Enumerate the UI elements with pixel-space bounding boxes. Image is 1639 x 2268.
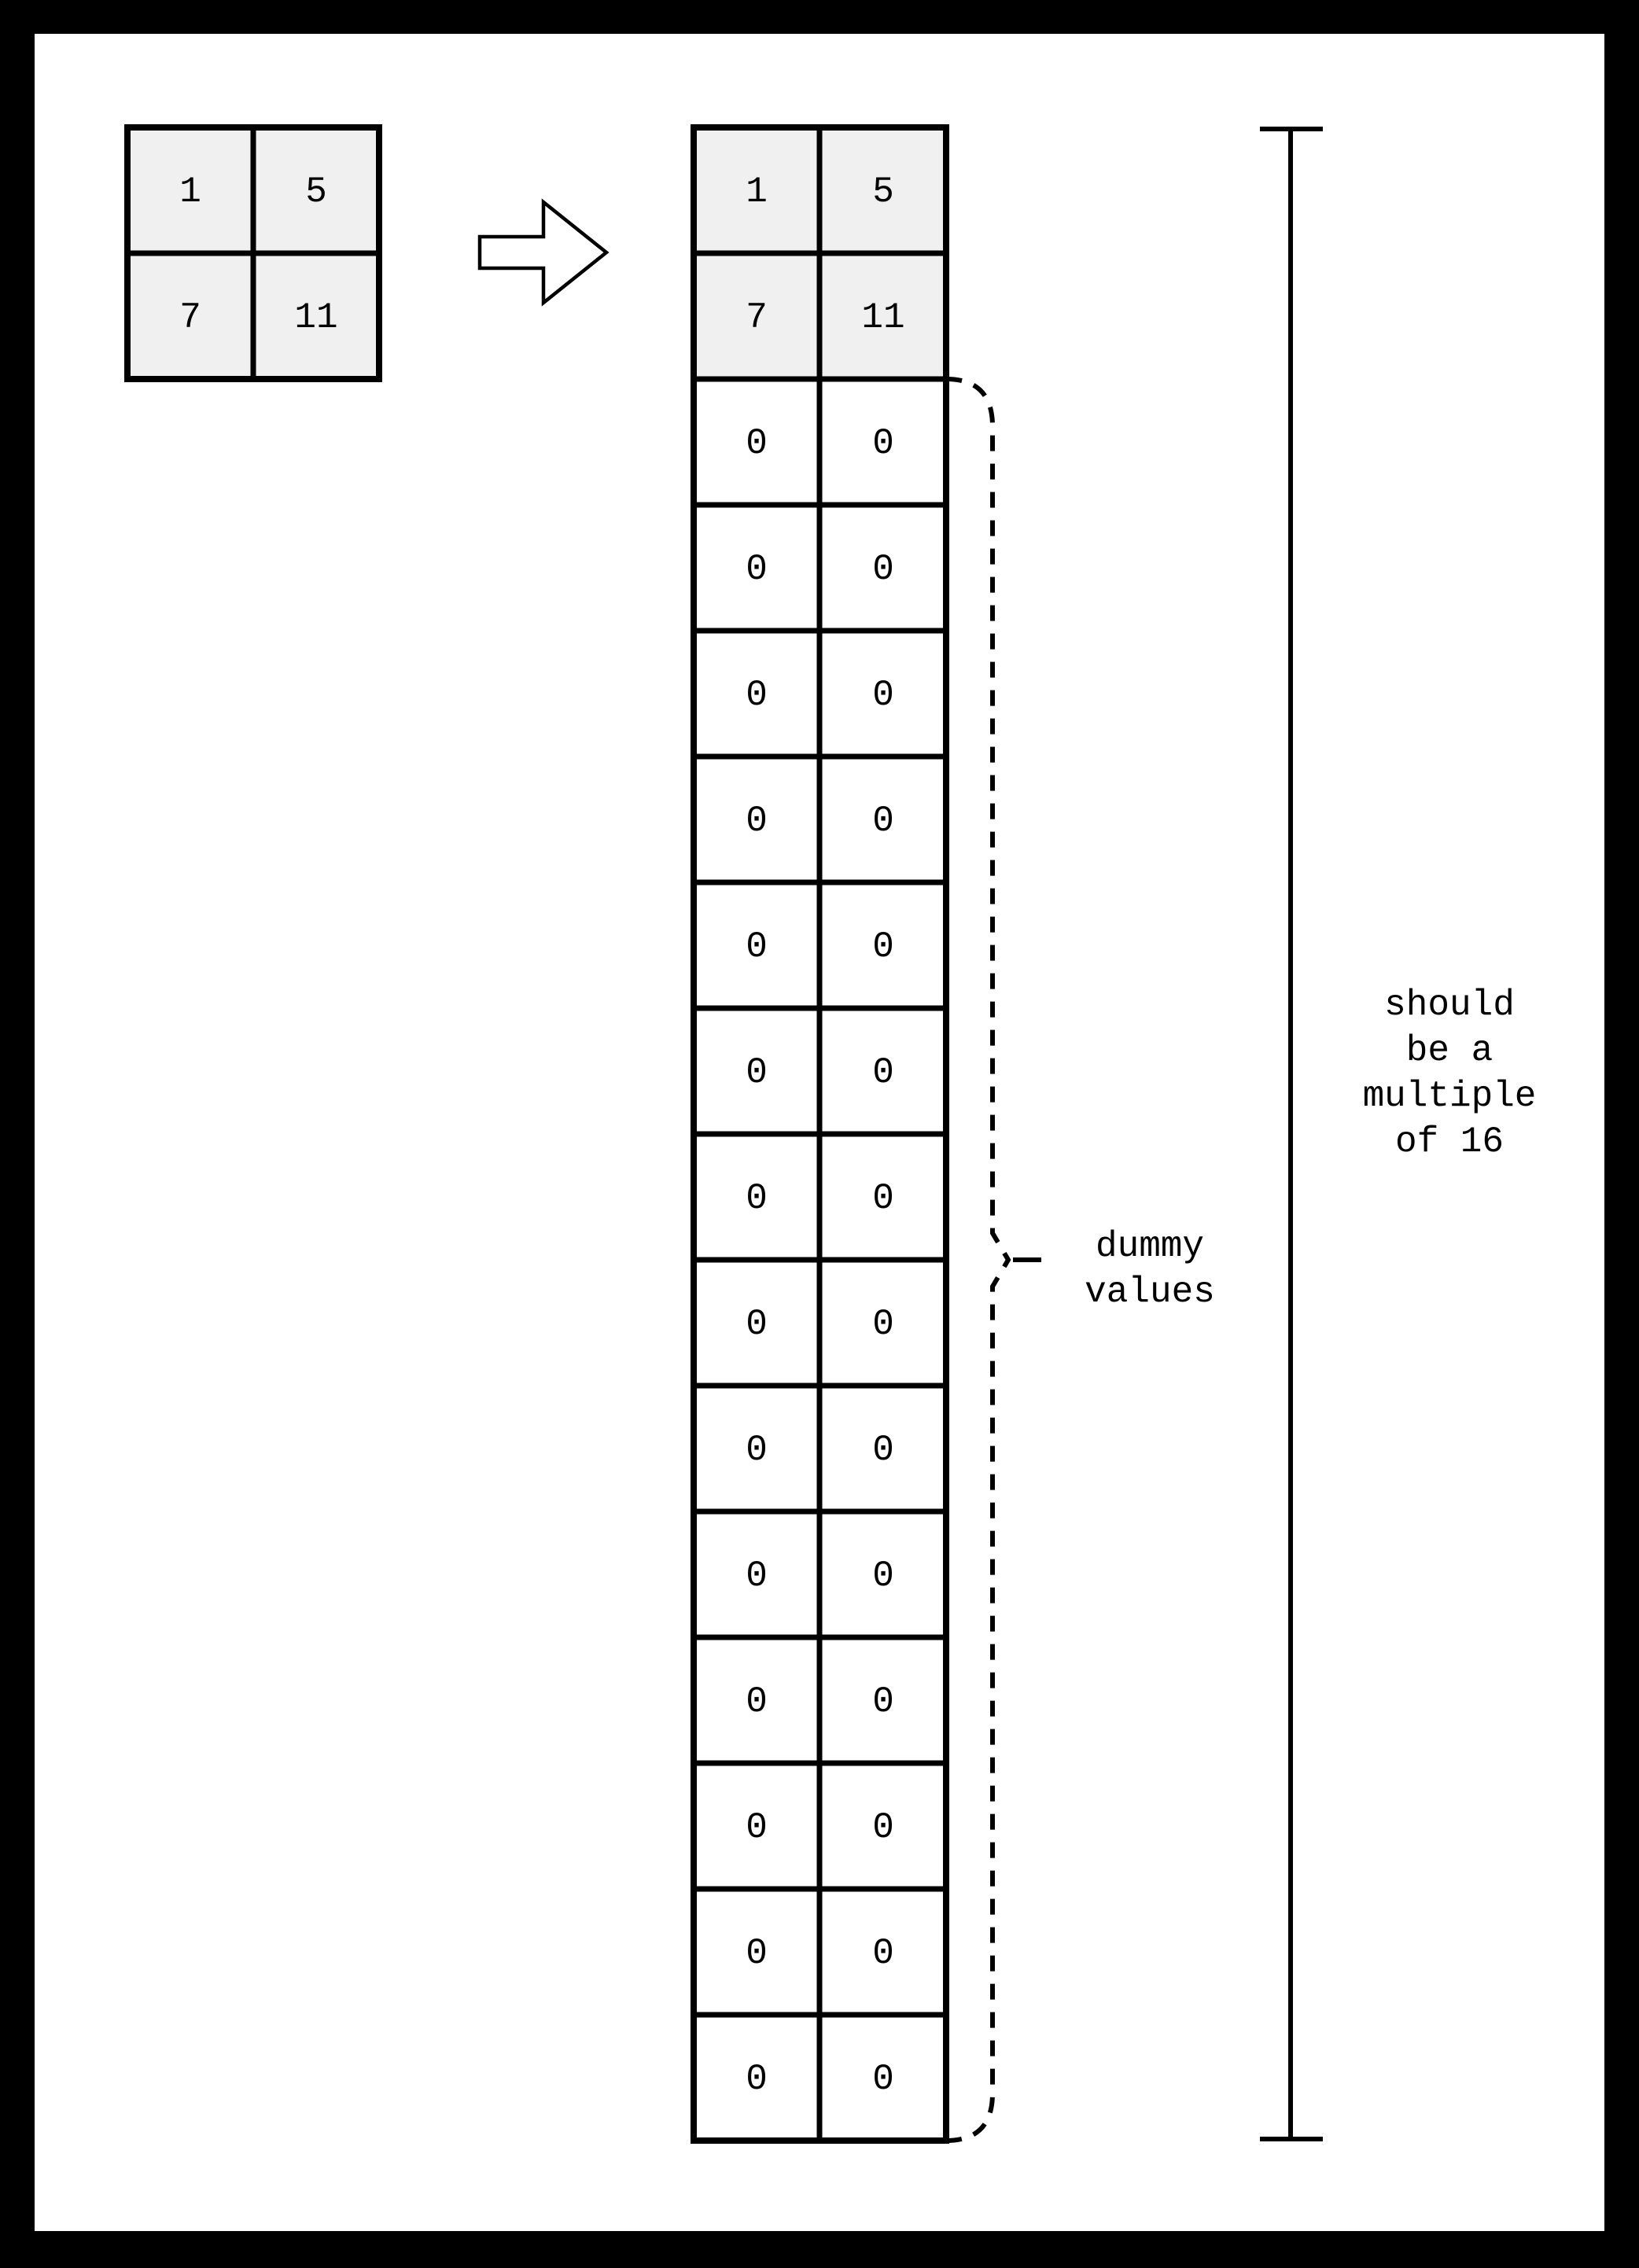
- note-line: should: [1384, 985, 1515, 1025]
- source-cell-value: 11: [294, 297, 338, 338]
- padded-cell-value: 0: [746, 1430, 768, 1471]
- padded-cell-value: 5: [872, 171, 894, 212]
- source-cell-value: 1: [179, 171, 201, 212]
- padded-cell-value: 0: [746, 1807, 768, 1848]
- note-line: of 16: [1394, 1121, 1505, 1162]
- padded-cell-value: 0: [872, 1933, 894, 1974]
- padded-cell-value: 0: [872, 926, 894, 967]
- padded-cell-value: 0: [746, 423, 768, 464]
- padded-cell-value: 0: [746, 549, 768, 590]
- padded-cell-value: 0: [746, 2059, 768, 2100]
- padded-cell-value: 0: [872, 1681, 894, 1722]
- padded-cell-value: 0: [872, 1052, 894, 1093]
- padded-cell-value: 0: [746, 1681, 768, 1722]
- source-cell-value: 5: [305, 171, 327, 212]
- padded-cell-value: 0: [872, 2059, 894, 2100]
- note-line: be a: [1405, 1030, 1494, 1071]
- padded-cell-value: 0: [746, 675, 768, 716]
- padded-matrix: [694, 127, 946, 2141]
- padded-cell-value: 0: [746, 1052, 768, 1093]
- padded-cell-value: 0: [872, 1304, 894, 1345]
- padded-cell-value: 0: [746, 926, 768, 967]
- padded-cell-value: 11: [861, 297, 905, 338]
- padded-cell-value: 0: [872, 1178, 894, 1219]
- padded-cell-value: 0: [872, 801, 894, 841]
- source-matrix: [127, 127, 379, 379]
- note-line: multiple: [1362, 1076, 1537, 1117]
- dummy-label-line: dummy: [1095, 1226, 1205, 1267]
- padded-cell-value: 0: [872, 549, 894, 590]
- padded-cell-value: 0: [872, 423, 894, 464]
- padded-cell-value: 1: [746, 171, 768, 212]
- padded-cell-value: 0: [872, 1807, 894, 1848]
- padded-cell-value: 0: [872, 675, 894, 716]
- padded-cell-value: 0: [746, 1178, 768, 1219]
- padded-cell-value: 0: [872, 1556, 894, 1596]
- source-cell-value: 7: [179, 297, 201, 338]
- padded-cell-value: 0: [746, 1933, 768, 1974]
- padded-cell-value: 0: [746, 1556, 768, 1596]
- dummy-label-line: values: [1085, 1272, 1215, 1313]
- padded-cell-value: 0: [746, 1304, 768, 1345]
- padded-cell-value: 7: [746, 297, 768, 338]
- padded-cell-value: 0: [872, 1430, 894, 1471]
- padded-cell-value: 0: [746, 801, 768, 841]
